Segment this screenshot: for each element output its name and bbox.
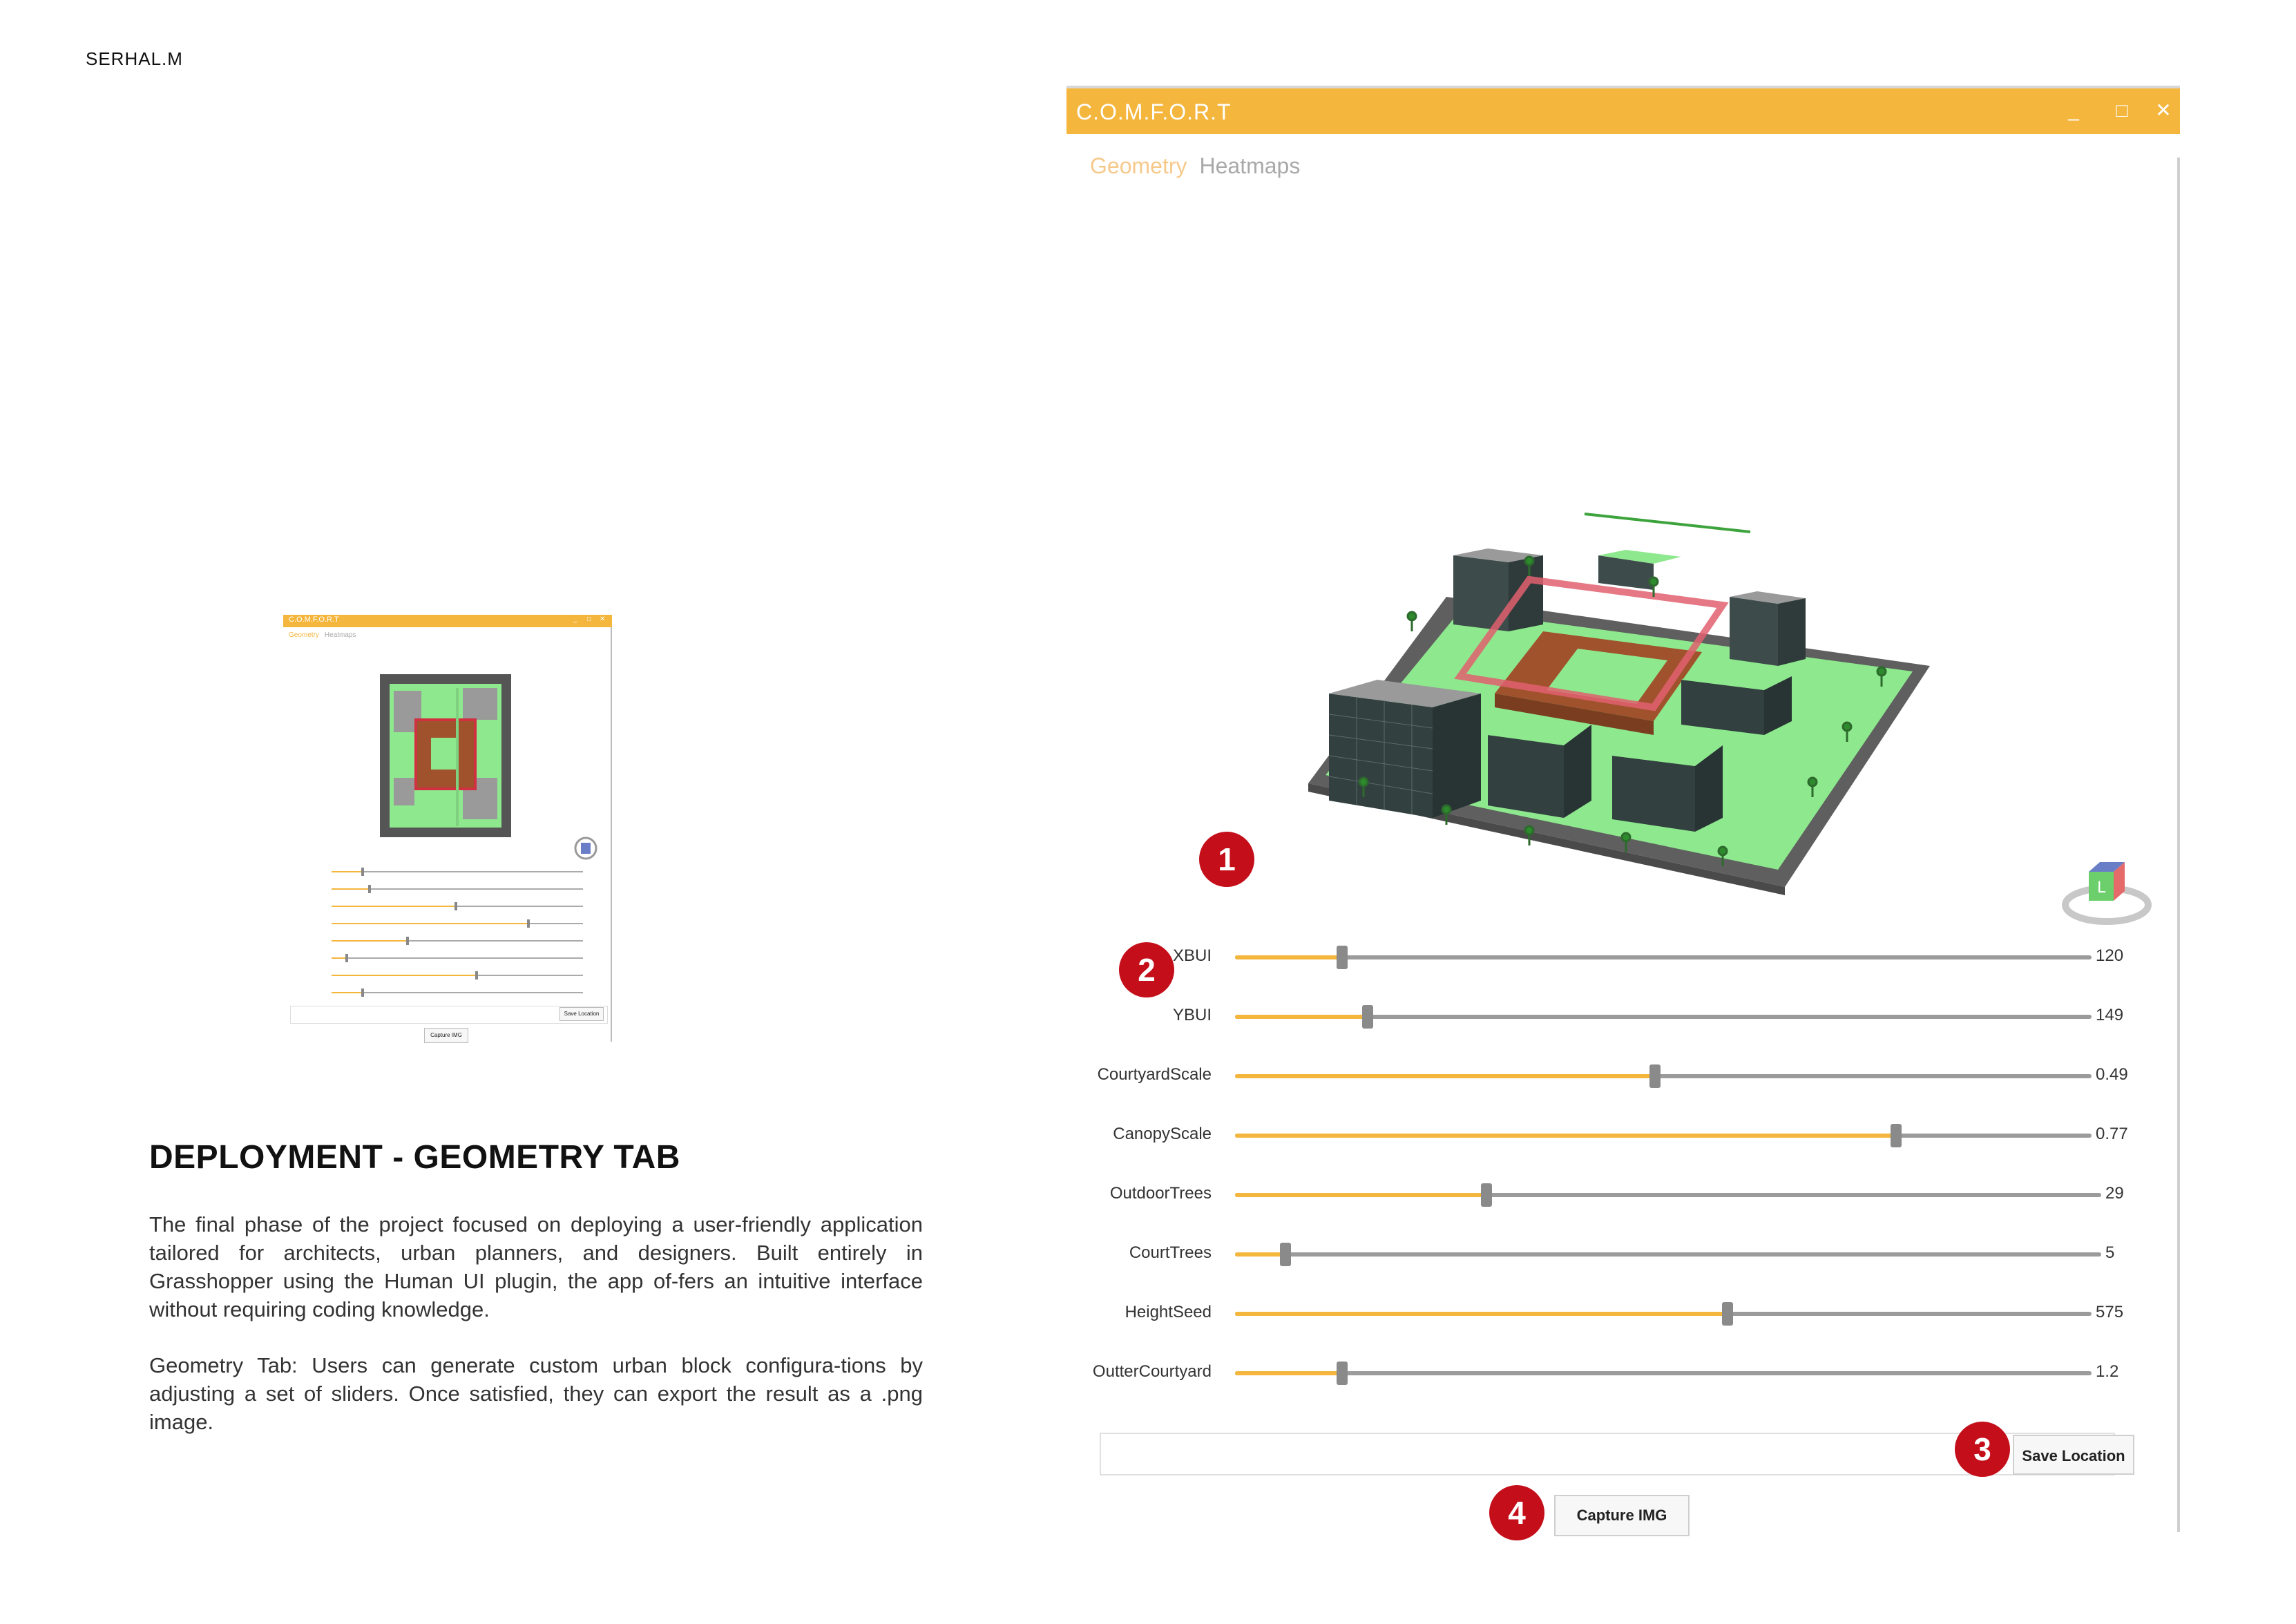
slider-track[interactable] [1235,1252,2101,1257]
slider-label: OutterCourtyard [1092,1362,1212,1381]
slider-fill [1235,955,1342,959]
tab-heatmaps[interactable]: Heatmaps [1199,153,1301,178]
slider-label: OutdoorTrees [1109,1184,1212,1203]
save-location-button[interactable]: Save Location [2013,1435,2134,1475]
slider-label: XBUI [1172,946,1212,965]
mini-sliders [283,615,613,1050]
author-name: SERHAL.M [86,48,183,69]
capture-img-button[interactable]: Capture IMG [1554,1495,1690,1536]
annotation-badge-2: 2 [1119,942,1174,997]
slider-fill [1235,1074,1655,1078]
svg-text:L: L [2097,879,2106,897]
slider-label: CourtyardScale [1097,1065,1212,1084]
mini-tab-heatmaps: Heatmaps [324,631,356,639]
slider-value: 0.49 [2096,1065,2128,1084]
slider-track[interactable] [1235,1015,2092,1019]
slider-value: 149 [2096,1006,2124,1024]
slider-thumb[interactable] [1280,1243,1291,1266]
window-titlebar[interactable] [1066,86,2180,134]
slider-thumb[interactable] [1337,1362,1348,1385]
annotation-badge-4: 4 [1489,1485,1544,1540]
slider-row-xbui [1066,944,2180,971]
slider-row-canopyscale [1066,1122,2180,1149]
slider-thumb[interactable] [1891,1124,1902,1147]
slider-row-ybui [1066,1003,2180,1031]
window-title: C.O.M.F.O.R.T [1076,99,1232,124]
navigation-cube-icon[interactable] [2058,851,2155,927]
slider-fill [1235,1015,1368,1019]
annotation-badge-1: 1 [1199,832,1254,887]
slider-label: HeightSeed [1125,1303,1212,1321]
slider-fill [1235,1193,1486,1197]
description-paragraph-2: Geometry Tab: Users can generate custom urban block configura-tions by adjusting a set of sliders. Once satisfied, they can export the result as a .png image. [149,1353,923,1434]
slider-fill [1235,1371,1342,1375]
mini-title: C.O.M.F.O.R.T [289,615,339,624]
close-icon[interactable]: ✕ [2155,99,2172,121]
slider-row-courtyardscale [1066,1062,2180,1090]
slider-value: 1.2 [2096,1362,2119,1381]
slider-row-courttrees [1066,1241,2180,1268]
slider-label: CanopyScale [1113,1125,1212,1143]
slider-label: YBUI [1172,1006,1212,1024]
slider-track[interactable] [1235,955,2092,959]
mini-tab-geometry: Geometry [289,631,319,639]
maximize-icon[interactable]: □ [2116,99,2128,121]
app-window [1066,86,2180,1554]
slider-value: 575 [2096,1303,2124,1321]
slider-track[interactable] [1235,1371,2092,1375]
mini-app-preview [283,615,613,1050]
slider-value: 0.77 [2096,1125,2128,1143]
mini-maximize-icon: □ [587,615,592,623]
slider-row-outtercourtyard [1066,1359,2180,1387]
slider-fill [1235,1312,1728,1316]
slider-row-heightseed [1066,1300,2180,1328]
slider-track[interactable] [1235,1074,2092,1078]
minimize-icon[interactable]: _ [2068,99,2079,121]
tab-bar [1090,153,1300,179]
geometry-3d-viewport[interactable] [1239,410,2068,908]
slider-track[interactable] [1235,1193,2101,1197]
slider-value: 5 [2105,1243,2115,1262]
description-paragraph-1: The final phase of the project focused on deploying a user-friendly application tailored for architects, urban planners, and designers. Built entirely in Grasshopper using the Human UI plugin, the app of-fers an intuitive interface without requiring coding knowledge. [149,1212,923,1321]
slider-thumb[interactable] [1649,1064,1661,1088]
slider-row-outdoortrees [1066,1181,2180,1209]
mini-close-icon: ✕ [600,615,606,623]
slider-track[interactable] [1235,1134,2092,1138]
annotation-badge-3: 3 [1955,1422,2010,1477]
slider-fill [1235,1252,1285,1257]
tab-geometry[interactable]: Geometry [1090,153,1187,178]
slider-fill [1235,1134,1896,1138]
mini-capture-button: Capture IMG [424,1028,468,1043]
mini-minimize-icon: _ [573,615,577,623]
slider-thumb[interactable] [1722,1302,1733,1326]
slider-thumb[interactable] [1362,1005,1373,1029]
slider-label: CourtTrees [1129,1243,1212,1262]
slider-thumb[interactable] [1481,1183,1492,1207]
mini-save-button: Save Location [559,1007,604,1021]
slider-value: 120 [2096,946,2124,965]
slider-thumb[interactable] [1337,946,1348,969]
slider-value: 29 [2105,1184,2124,1203]
slider-track[interactable] [1235,1312,2092,1316]
section-heading: DEPLOYMENT - GEOMETRY TAB [149,1139,680,1176]
